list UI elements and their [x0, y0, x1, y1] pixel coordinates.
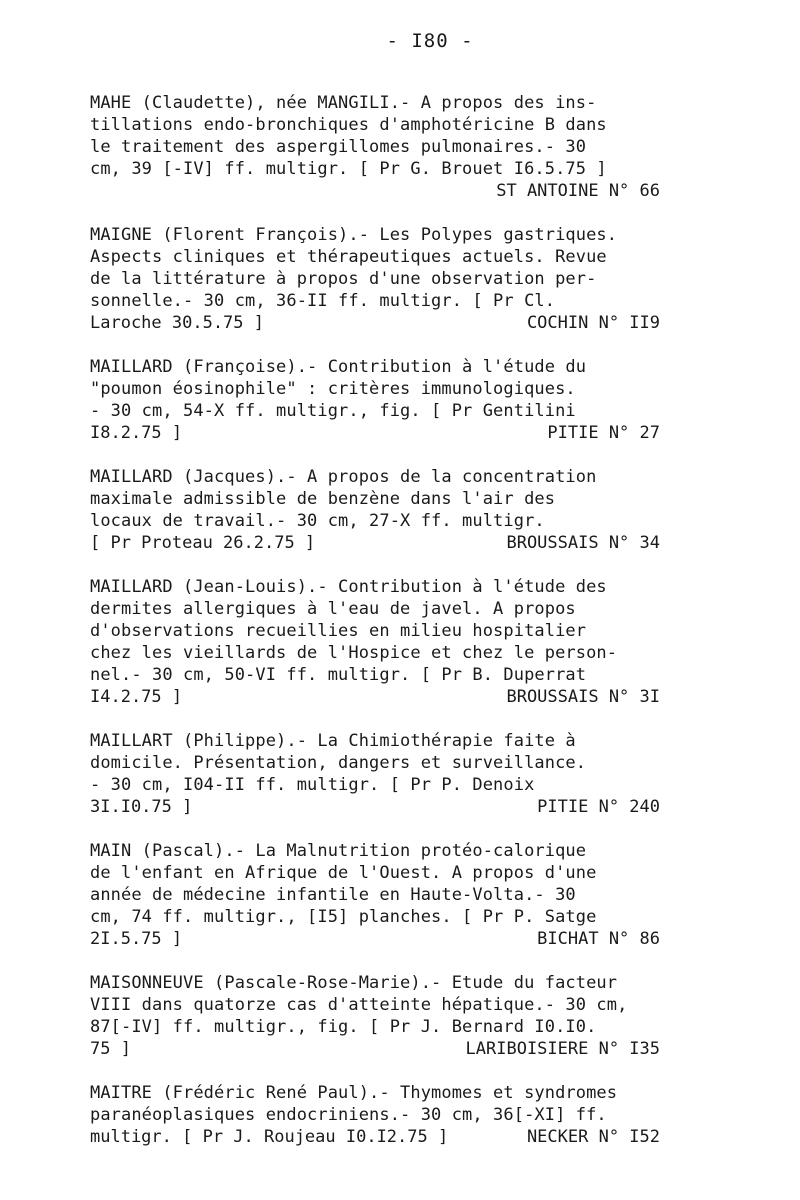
entry-maillard-jacques	[90, 466, 690, 554]
entry-line: [ Pr Proteau 26.2.75 ]	[90, 533, 316, 553]
entry-maillard-francoise	[90, 356, 690, 444]
entry-location: BICHAT N° 86	[537, 929, 660, 949]
thesis-entry-list	[90, 92, 690, 1170]
entry-line: tillations endo-bronchiques d'amphotéricine B dans	[90, 115, 607, 135]
entry-line: Laroche 30.5.75 ]	[90, 313, 264, 333]
entry-last-line	[90, 422, 660, 444]
entry-maisonneuve	[90, 972, 690, 1060]
entry-line: de l'enfant en Afrique de l'Ouest. A propos d'une	[90, 863, 597, 883]
entry-location: ST ANTOINE N° 66	[496, 181, 660, 201]
entry-line: dermites allergiques à l'eau de javel. A propos	[90, 599, 576, 619]
entry-last-line	[90, 1038, 660, 1060]
entry-line: sonnelle.- 30 cm, 36-II ff. multigr. [ Pr Cl.	[90, 291, 556, 311]
entry-last-line	[90, 312, 660, 334]
entry-line: 87[-IV] ff. multigr., fig. [ Pr J. Bernard I0.I0.	[90, 1017, 597, 1037]
entry-line: - 30 cm, I04-II ff. multigr. [ Pr P. Denoix	[90, 775, 535, 795]
entry-line: nel.- 30 cm, 50-VI ff. multigr. [ Pr B. Duperrat	[90, 665, 587, 685]
entry-main	[90, 840, 690, 950]
entry-maillart	[90, 730, 690, 818]
entry-line: paranéoplasiques endocriniens.- 30 cm, 36[-XI] ff.	[90, 1105, 607, 1125]
entry-location: LARIBOISIERE N° I35	[465, 1039, 660, 1059]
entry-line: MAISONNEUVE (Pascale-Rose-Marie).- Etude du facteur	[90, 973, 618, 993]
entry-maigne	[90, 224, 690, 334]
entry-line: 75 ]	[90, 1039, 131, 1059]
entry-line: 3I.I0.75 ]	[90, 797, 193, 817]
entry-last-line	[90, 532, 660, 554]
entry-line: année de médecine infantile en Haute-Volta.- 30	[90, 885, 576, 905]
entry-maitre	[90, 1082, 690, 1148]
entry-line: d'observations recueillies en milieu hospitalier	[90, 621, 587, 641]
entry-location: BROUSSAIS N° 34	[506, 533, 660, 553]
entry-location: COCHIN N° II9	[526, 313, 660, 333]
entry-last-line	[90, 686, 660, 708]
entry-line: Aspects cliniques et thérapeutiques actuels. Revue	[90, 247, 607, 267]
entry-last-line	[90, 928, 660, 950]
entry-maillard-jean-louis	[90, 576, 690, 708]
entry-mahe	[90, 92, 690, 202]
entry-line: MAITRE (Frédéric René Paul).- Thymomes et syndromes	[90, 1083, 618, 1103]
page-number: - I80 -	[386, 30, 474, 52]
entry-line: locaux de travail.- 30 cm, 27-X ff. multigr.	[90, 511, 545, 531]
entry-last-line	[90, 1126, 660, 1148]
entry-line: MAILLARD (Jacques).- A propos de la concentration	[90, 467, 597, 487]
entry-location: BROUSSAIS N° 3I	[506, 687, 660, 707]
entry-line: I8.2.75 ]	[90, 423, 183, 443]
entry-line: multigr. [ Pr J. Roujeau I0.I2.75 ]	[90, 1127, 449, 1147]
entry-line: VIII dans quatorze cas d'atteinte hépatique.- 30 cm,	[90, 995, 628, 1015]
entry-last-line	[90, 796, 660, 818]
entry-line: I4.2.75 ]	[90, 687, 183, 707]
entry-location: PITIE N° 27	[547, 423, 660, 443]
entry-line: maximale admissible de benzène dans l'air des	[90, 489, 556, 509]
entry-line: - 30 cm, 54-X ff. multigr., fig. [ Pr Gentilini	[90, 401, 576, 421]
entry-line: MAILLART (Philippe).- La Chimiothérapie faite à	[90, 731, 576, 751]
entry-line: "poumon éosinophile" : critères immunologiques.	[90, 379, 576, 399]
entry-line: MAILLARD (Françoise).- Contribution à l'étude du	[90, 357, 587, 377]
entry-line: MAIN (Pascal).- La Malnutrition protéo-calorique	[90, 841, 587, 861]
entry-line: cm, 39 [-IV] ff. multigr. [ Pr G. Brouet I6.5.75 ]	[90, 159, 607, 179]
entry-line: cm, 74 ff. multigr., [I5] planches. [ Pr P. Satge	[90, 907, 597, 927]
entry-line: chez les vieillards de l'Hospice et chez le person-	[90, 643, 618, 663]
entry-line: de la littérature à propos d'une observation per-	[90, 269, 597, 289]
entry-line: domicile. Présentation, dangers et surveillance.	[90, 753, 587, 773]
entry-line: 2I.5.75 ]	[90, 929, 183, 949]
entry-location: PITIE N° 240	[537, 797, 660, 817]
entry-line: MAILLARD (Jean-Louis).- Contribution à l'étude des	[90, 577, 607, 597]
entry-line: MAHE (Claudette), née MANGILI.- A propos des ins-	[90, 93, 597, 113]
entry-line: le traitement des aspergillomes pulmonaires.- 30	[90, 137, 587, 157]
entry-location: NECKER N° I52	[526, 1127, 660, 1147]
entry-line: MAIGNE (Florent François).- Les Polypes gastriques.	[90, 225, 618, 245]
